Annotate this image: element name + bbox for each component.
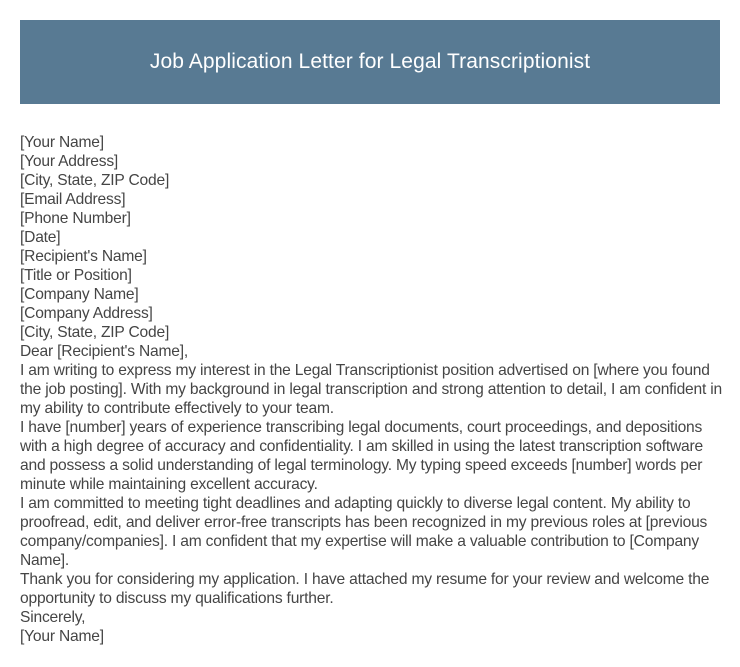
- recipient-city-state-zip: [City, State, ZIP Code]: [20, 324, 170, 341]
- signature: [Your Name]: [20, 628, 104, 645]
- recipient-name: [Recipient's Name]: [20, 248, 147, 265]
- paragraph-intro: I am writing to express my interest in the Legal Transcriptionist position advertised on [where you found the job posting]. With my background in legal transcription and strong attention to detail, I am confident in my ability to contribute effectively to your team.: [20, 362, 722, 417]
- salutation: Dear [Recipient's Name],: [20, 343, 189, 360]
- sender-phone: [Phone Number]: [20, 210, 131, 227]
- sender-address: [Your Address]: [20, 153, 119, 170]
- recipient-company-address: [Company Address]: [20, 305, 153, 322]
- paragraph-experience: I have [number] years of experience transcribing legal documents, court proceedings, and depositions with a high degree of accuracy and confidentiality. I am skilled in using the latest transcription software and possess a solid understanding of legal terminology. My typing speed exceeds [number] words per minute while maintaining excellent accuracy.: [20, 419, 703, 493]
- page-title: Job Application Letter for Legal Transcriptionist: [149, 50, 591, 73]
- sender-name: [Your Name]: [20, 134, 104, 151]
- page-header: [20, 20, 720, 104]
- paragraph-commitment: I am committed to meeting tight deadlines and adapting quickly to diverse legal content. My ability to proofread, edit, and deliver error-free transcripts has been recognized in my previous roles at [previous company/companies]. I am confident that my expertise will make a valuable contribution to [Company Name].: [20, 495, 708, 569]
- letter-body: [20, 133, 725, 646]
- closing: Sincerely,: [20, 609, 86, 626]
- paragraph-thanks: Thank you for considering my application. I have attached my resume for your review and welcome the opportunity to discuss my qualifications further.: [20, 571, 710, 607]
- sender-email: [Email Address]: [20, 191, 126, 208]
- recipient-company: [Company Name]: [20, 286, 139, 303]
- recipient-title: [Title or Position]: [20, 267, 132, 284]
- letter-date: [Date]: [20, 229, 61, 246]
- sender-city-state-zip: [City, State, ZIP Code]: [20, 172, 170, 189]
